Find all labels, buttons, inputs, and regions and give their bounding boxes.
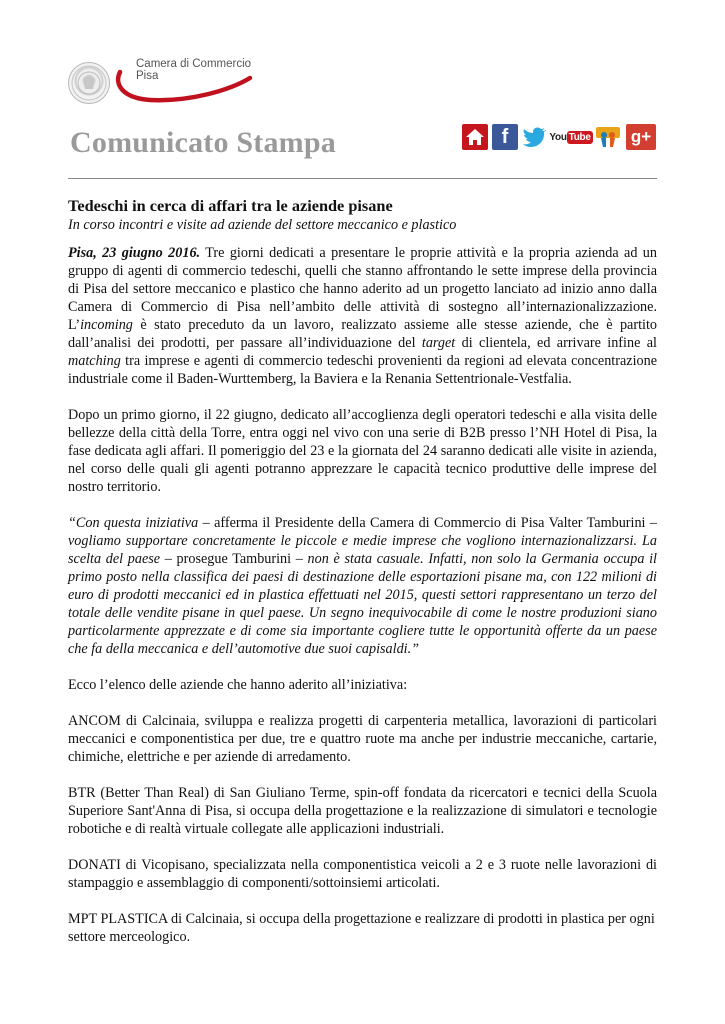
- page-title: Comunicato Stampa: [70, 126, 336, 159]
- attribution-2: – prosegue Tamburini –: [160, 551, 308, 567]
- googleplus-icon[interactable]: g+: [626, 124, 656, 150]
- paragraph-schedule: Dopo un primo giorno, il 22 giugno, dedicato all’accoglienza degli operatori tedeschi e alla visita delle bellezze della città della Torre, entra oggi nel vivo con una serie di B2B presso l’NH Hotel di Pisa, la fase dedicata agli affari. Il pomeriggio del 23 e la giornata del 24 saranno dedicati alle visite in azienda, nel corso delle quali gli agenti potranno apprezzare le capacità tecnico produttive delle imprese del nostro territorio.: [68, 407, 657, 495]
- term-incoming: incoming: [80, 317, 133, 333]
- term-matching: matching: [68, 353, 121, 369]
- social-icons-bar: [462, 124, 656, 150]
- header-divider: [68, 178, 657, 179]
- company-ancom: ANCOM di Calcinaia, sviluppa e realizza progetti di carpenteria metallica, lavorazioni di particolari meccanici e componentistica per due, tre e quattro ruote ma anche per industrie meccaniche, cartarie, chimiche, elettriche e per aziende di arredamento.: [68, 713, 657, 765]
- intro-text-3: di clientela, ed arrivare infine al: [455, 335, 657, 351]
- paragraph-quote: [68, 514, 657, 658]
- article-subheadline: In corso incontri e visite ad aziende del settore meccanico e plastico: [68, 217, 457, 233]
- quote-part-3: non è stata casuale. Infatti, non solo la Germania occupa il primo posto nella classifica dei paesi di destinazione delle esportazioni pisane ma, con 122 milioni di euro di prodotti meccanici ed in plastica effettuati nel 2015, questi settori rappresentano un terzo del totale delle vendite pisane in quel paese. Un segno inequivocabile di come le nostre produzioni siano particolarmente apprezzate e di come sia importante cogliere tutte le opportunità offerte da un paese che fa della meccanica e dell’automotive due suoi capisaldi.”: [68, 551, 657, 657]
- twitter-icon[interactable]: [522, 124, 548, 150]
- company-btr: BTR (Better Than Real) di San Giuliano Terme, spin-off fondata da ricercatori e tecnici della Scuola Superiore Sant'Anna di Pisa, si occupa della progettazione e la realizzazione di simulatori e tecnologie robotiche e di realtà virtuale collegate alle applicazioni industriali.: [68, 785, 657, 837]
- quote-part-2: – vogliamo supportare concretamente le piccole e medie imprese che vogliono internazionalizzarsi. La scelta del paese: [68, 515, 657, 567]
- seal-logo-icon: [68, 62, 110, 104]
- term-target: target: [421, 335, 456, 351]
- org-name: [136, 58, 251, 82]
- article-headline: Tedeschi in cerca di affari tra le aziende pisane: [68, 196, 393, 215]
- quote-part-1: “Con questa iniziativa: [68, 515, 199, 531]
- company-donati: DONATI di Vicopisano, specializzata nella componentistica veicoli a 2 e 3 ruote nelle lavorazioni di stampaggio e assemblaggio di componenti/sottoinsiemi articolati.: [68, 857, 657, 891]
- dateline: Pisa, 23 giugno 2016.: [68, 245, 201, 261]
- attribution-1: – afferma il Presidente della Camera di Commercio di Pisa Valter Tamburini: [198, 515, 650, 531]
- slideshare-icon[interactable]: [594, 124, 622, 150]
- intro-text-4: tra imprese e agenti di commercio tedeschi provenienti da regioni ad elevata concentrazione industriale come il Baden-Wurttemberg, la Baviera e la Renania Settentrionale-Vestfalia.: [68, 353, 657, 387]
- company-mpt-plastica: MPT PLASTICA di Calcinaia, si occupa della progettazione e realizzare di prodotti in plastica per ogni settore merceologico.: [68, 911, 655, 945]
- facebook-icon[interactable]: f: [492, 124, 518, 150]
- intro-text-2: è stato preceduto da un lavoro, realizzato assieme alle stesse aziende, che è partito dall’analisi dei prodotti, per passare all’individuazione del: [68, 317, 657, 351]
- article-body: [68, 196, 657, 964]
- paragraph-intro: [68, 244, 657, 388]
- org-name-line1: Camera di Commercio: [136, 58, 252, 70]
- intro-text-1: Tre giorni dedicati a presentare le proprie attività e la propria azienda ad un gruppo di agenti di commercio tedeschi, quelli che stanno affrontando le sette imprese della provincia di Pisa del settore meccanico e plastico che hanno aderito ad un progetto lanciato ad inizio anno dalla Camera di Commercio di Pisa nell’ambito delle attività di sostegno all’internazionalizzazione. L’: [68, 245, 657, 333]
- org-name-line2: Pisa: [136, 70, 159, 82]
- home-icon[interactable]: [462, 124, 488, 150]
- youtube-icon[interactable]: You Tube: [549, 131, 591, 143]
- paragraph-list-intro: Ecco l’elenco delle aziende che hanno aderito all’iniziativa:: [68, 677, 408, 693]
